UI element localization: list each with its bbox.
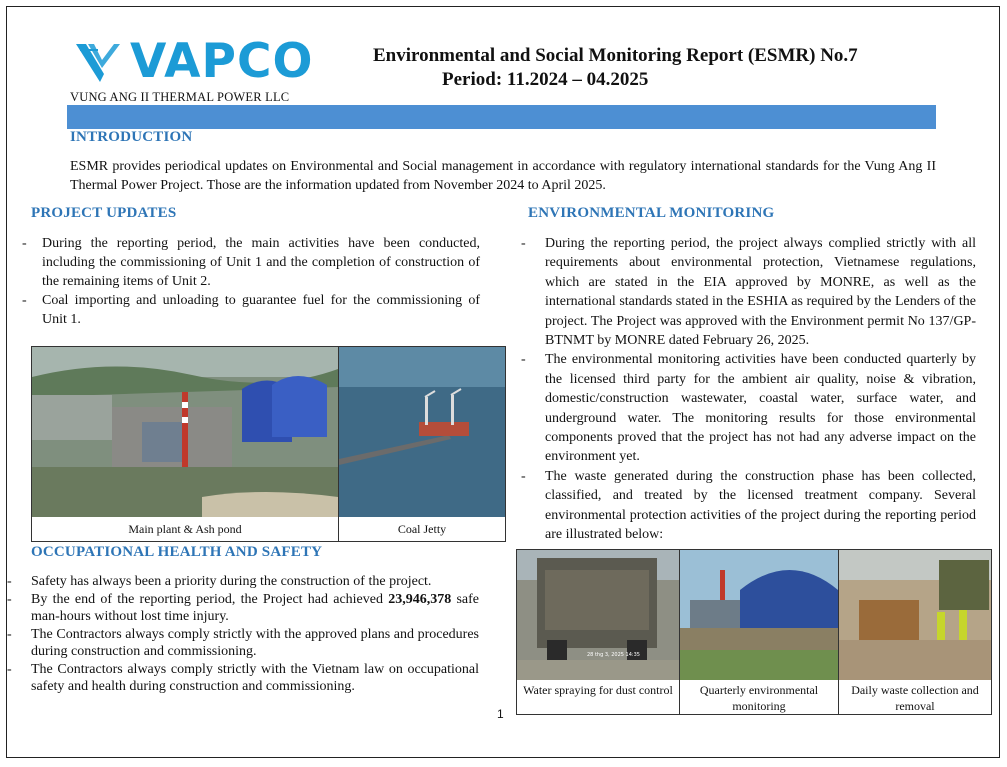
logo-mark-icon xyxy=(74,38,130,88)
introduction-heading: INTRODUCTION xyxy=(70,129,193,145)
logo-text: VAPCO xyxy=(130,34,314,89)
ohs-list xyxy=(7,573,479,696)
list-item: - Coal importing and unloading to guarantee fuel for the commissioning of Unit 1. xyxy=(22,293,480,327)
list-item: - The environmental monitoring activities have been conducted quarterly by the licensed third party for the ambient air quality, noise & vibration, domestic/construction wastewater, coastal water, surface water, and underground water. The monitoring results for those environmental components proved that the project has not had any adverse impact on the environment yet. xyxy=(521,352,976,465)
report-period: Period: 11.2024 – 04.2025 xyxy=(442,69,649,90)
page-number: 1 xyxy=(497,707,504,721)
photo-water-spraying-cell xyxy=(516,549,680,715)
list-item: - The Contractors always comply strictly with the approved plans and procedures during construction and commissioning. xyxy=(7,626,479,659)
main-plant-caption: Main plant & Ash pond xyxy=(128,522,242,536)
company-name: VUNG ANG II THERMAL POWER LLC xyxy=(70,90,290,104)
env-monitoring-heading: ENVIRONMENTAL MONITORING xyxy=(528,205,775,221)
photo-coal-jetty-cell xyxy=(338,346,506,542)
env-monitoring-photo xyxy=(680,550,838,680)
coal-jetty-caption: Coal Jetty xyxy=(397,522,447,536)
env-monitoring-caption: Quarterly environmental monitoring xyxy=(699,683,819,713)
ohs-heading: OCCUPATIONAL HEALTH AND SAFETY xyxy=(31,544,323,560)
list-item: - Safety has always been a priority during the construction of the project. xyxy=(7,574,432,589)
water-spraying-photo xyxy=(517,550,679,680)
list-item: - During the reporting period, the main activities have been conducted, including the commissioning of Unit 1 and the completion of construction of the remaining items of Unit 2. xyxy=(22,236,480,289)
water-spraying-caption: Water spraying for dust control xyxy=(523,683,673,697)
main-plant-photo xyxy=(32,347,338,517)
waste-collection-caption: Daily waste collection and removal xyxy=(851,683,979,713)
safe-man-hours-value: 23,946,378 xyxy=(388,591,452,607)
project-updates-heading: PROJECT UPDATES xyxy=(31,205,177,221)
header-band xyxy=(67,105,936,129)
introduction-text: ESMR provides periodical updates on Environmental and Social management in accordance with regulatory international standards for the Vung Ang II Thermal Power Project. Those are the information updated from November 2024 to April 2025. xyxy=(70,159,936,193)
photo-env-monitoring-cell xyxy=(679,549,839,715)
list-item: - The waste generated during the construction phase has been collected, classified, and treated by the licensed treatment company. Several environmental protection activities of the project during the reporting period are illustrated below: xyxy=(521,468,976,543)
vapco-logo xyxy=(74,34,314,89)
coal-jetty-photo xyxy=(339,347,505,517)
list-item: - The Contractors always comply strictly with the Vietnam law on occupational safety and health during construction and commissioning. xyxy=(7,661,479,694)
env-monitoring-list xyxy=(521,234,976,545)
project-updates-list xyxy=(22,234,480,329)
photo-main-plant-cell xyxy=(31,346,339,542)
list-item: - During the reporting period, the project always complied strictly with all requirements about environmental protection, Vietnamese regulations, which are stated in the EIA approved by MONRE, as well as the international standards stated in the ESHIA as required by the Lenders of the project. The Project was approved with the Environment permit No 137/GP-BTNMT by MONRE dated February 26, 2025. xyxy=(521,236,976,349)
waste-collection-photo xyxy=(839,550,991,680)
photo-waste-collection-cell xyxy=(838,549,992,715)
report-title: Environmental and Social Monitoring Report (ESMR) No.7 xyxy=(373,45,858,66)
list-item: - By the end of the reporting period, the Project had achieved 23,946,378 safe man-hours without lost time injury. xyxy=(7,591,479,624)
photo-timestamp: 28 thg 3, 2025 14:35 xyxy=(587,652,640,658)
